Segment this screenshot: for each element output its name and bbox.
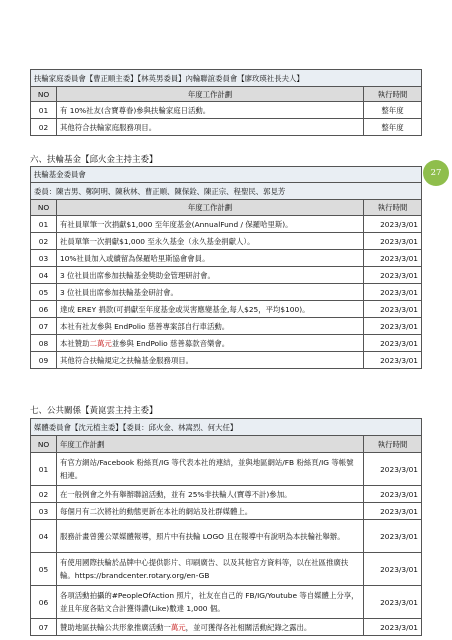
section7-title: 七、公共關係【黃崑雲主持主委】 bbox=[30, 406, 158, 416]
col-time-header: 執行時間 bbox=[364, 436, 422, 453]
table-row: 02 社員單筆一次捐獻$1,000 至永久基金（永久基金捐獻人）。 2023/3/01 bbox=[31, 233, 422, 250]
page-number-badge: 27 bbox=[423, 160, 449, 186]
highlight-amount: 萬元 bbox=[170, 622, 186, 632]
col-no-header: NO bbox=[31, 200, 57, 216]
table-row: 07 贊助地區扶輪公共形象推廣活動一萬元，並可獲得各社相關活動紀錄之露出。 2023/3/01 bbox=[31, 619, 422, 636]
col-time-header: 執行時間 bbox=[364, 87, 422, 102]
col-plan-header: 年度工作計劃 bbox=[57, 87, 364, 102]
section6-title: 六、扶輪基金【邱火金主持主委】 bbox=[30, 155, 158, 165]
col-plan-header: 年度工作計劃 bbox=[57, 436, 364, 453]
media-committee-table bbox=[30, 418, 422, 636]
table-row: 01 有官方網站/Facebook 粉絲頁/IG 等代表本社的連結，並與地區網站/FB 粉絲頁/IG 等帳號相連。 2023/3/01 bbox=[31, 453, 422, 486]
table-row: 05 有使用國際扶輪於品牌中心提供影片、印刷廣告、以及其他官方資料等，以在社區推廣扶輪。https://brandcenter.rotary.org/en-GB 2023/3/01 bbox=[31, 553, 422, 586]
foundation-committee-band: 扶輪基金委員會 bbox=[31, 167, 422, 183]
table-row: 01 有 10%社友(含寶尊眷)參與扶輪家庭日活動。 整年度 bbox=[31, 102, 422, 119]
table-row: 04 服務計畫曾獲公眾媒體報導，照片中有扶輪 LOGO 且在報導中有說明為本扶輪社舉辦。 2023/3/01 bbox=[31, 520, 422, 553]
table-row: 03 10%社員加入或續留為保羅哈里斯協會會員。 2023/3/01 bbox=[31, 250, 422, 267]
table-row: 09 其他符合扶輪規定之扶輪基金服務項目。 2023/3/01 bbox=[31, 352, 422, 369]
table-row: 02 在一般例會之外有舉辦聯誼活動，並有 25%非扶輪人(寶尊不計)參加。 2023/3/01 bbox=[31, 486, 422, 503]
table-row: 07 本社有社友參與 EndPolio 慈善專案部自行車活動。 2023/3/01 bbox=[31, 318, 422, 335]
col-no-header: NO bbox=[31, 87, 57, 102]
table-row: 06 各項活動拍攝的#PeopleOfAction 照片，社友在自己的 FB/IG/Youtube 等自媒體上分享，並且年度各貼文合計獲得讚(Like)數達 1,000 個。 2023/3/01 bbox=[31, 586, 422, 619]
media-committee-band: 媒體委員會【沈元植主委】【委員：邱火金、林嵩烈、何大任】 bbox=[31, 419, 422, 436]
table-row: 04 3 位社員出席參加扶輪基金獎助金管理研討會。 2023/3/01 bbox=[31, 267, 422, 284]
family-committee-table bbox=[30, 69, 422, 136]
highlight-amount: 二萬元 bbox=[89, 338, 112, 348]
col-time-header: 執行時間 bbox=[364, 200, 422, 216]
table-row: 03 每個月有二次將社的動態更新在本社的網站及社群媒體上。 2023/3/01 bbox=[31, 503, 422, 520]
table-row: 08 本社贊助二萬元並參與 EndPolio 慈善募款音樂會。 2023/3/01 bbox=[31, 335, 422, 352]
col-no-header: NO bbox=[31, 436, 57, 453]
family-committee-band: 扶輪家庭委員會【曹正順主委】【林英男委員】內輪聯誼委員會【廖玫瑛社長夫人】 bbox=[31, 70, 422, 87]
foundation-committee-table bbox=[30, 166, 422, 369]
col-plan-header: 年度工作計劃 bbox=[57, 200, 364, 216]
table-row: 05 3 位社員出席參加扶輪基金研討會。 2023/3/01 bbox=[31, 284, 422, 301]
table-row: 01 有社員單筆一次捐獻$1,000 至年度基金(AnnualFund / 保羅哈里斯)。 2023/3/01 bbox=[31, 216, 422, 233]
foundation-members-band: 委員：陳吉男、鄭阿明、陳秋林、曹正順、陳保銓、陳正宗、程聖民、郭見芳 bbox=[31, 183, 422, 200]
table-row: 02 其他符合扶輪家庭服務項目。 整年度 bbox=[31, 119, 422, 136]
table-row: 06 達成 EREY 捐款(可捐獻至年度基金或災害應變基金,每人$25，平均$100)。 2023/3/01 bbox=[31, 301, 422, 318]
